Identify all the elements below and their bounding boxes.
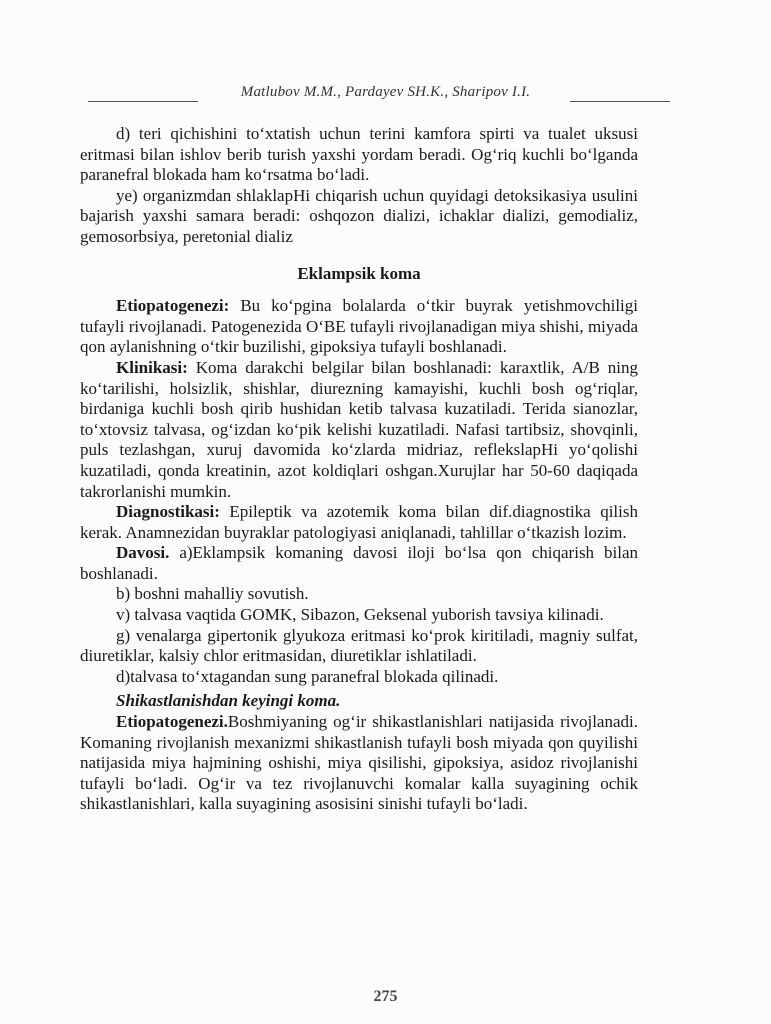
header-rule-left — [88, 101, 198, 102]
section-title-shikastlanish-koma: Shikastlanishdan keyingi koma. — [116, 691, 341, 711]
label-etiopatogenezi-2: Etiopatogenezi. — [116, 712, 228, 732]
label-diagnostikasi: Diagnostikasi: — [116, 502, 220, 522]
paragraph-klinikasi — [80, 358, 638, 502]
page-body — [80, 124, 638, 815]
text-etiopatogenezi-2: Boshmiyaning og‘ir shikastlanishlari natijasida rivojlanadi. Komaning rivojlanish mexanizmi shikastlanish tufayli bosh miyada qon quyilishi natijasida miya hajmining oshishi, miya qisilishi, gipoksiya, asidoz rivojlanishi tufayli bo‘ladi. Og‘ir va tez rivojlanuvchi komalar kalla suyagining ochik shikastlanishlari, kalla suyagining asosisini sinishi tufayli bo‘ladi. — [80, 712, 638, 814]
running-head: Matlubov M.M., Pardayev SH.K., Sharipov I.I. — [240, 84, 531, 100]
header-rule-right — [570, 101, 670, 102]
label-etiopatogenezi: Etiopatogenezi: — [116, 296, 230, 316]
paragraph-d: d) teri qichishini to‘xtatish uchun terini kamfora spirti va tualet uksusi eritmasi bilan ishlov berib turish yaxshi yordam beradi. Og‘riq kuchli bo‘lganda paranefral blokada ham ko‘rsatma bo‘ladi. — [80, 124, 638, 185]
text-diagnostikasi: Epileptik va azotemik koma bilan dif.diagnostika qilish kerak. Anamnezidan buyraklar patologiyasi aniqlanadi, tahlillar o‘tkazish lozim. — [80, 502, 638, 542]
list-item-v: v) talvasa vaqtida GOMK, Sibazon, Geksenal yuborish tavsiya kilinadi. — [116, 605, 604, 625]
section-title-eklampsik-koma: Eklampsik koma — [297, 263, 421, 283]
page-number: 275 — [373, 988, 398, 1005]
paragraph-davosi — [80, 543, 638, 584]
list-item-d: d)talvasa to‘xtagandan sung paranefral blokada qilinadi. — [116, 666, 499, 686]
paragraph-diagnostikasi — [80, 502, 638, 543]
label-davosi: Davosi. — [116, 543, 170, 563]
text-klinikasi: Koma darakchi belgilar bilan boshlanadi: karaxtlik, A/B ning ko‘tarilishi, holsizlik, shishlar, diurezning kamayishi, kuchli bosh og‘riqlar, birdaniga kuchli bosh qirib hushidan ketib talvasa kuzatiladi. Terida sianozlar, to‘xtovsiz talvasa, og‘izdan ko‘pik kelishi kuzatiladi. Nafasi tartibsiz, shovqinli, puls tezlashgan, xuruj davomida ko‘zlarda midriaz, reflekslapHi yo‘qolishi kuzatiladi, qonda kreatinin, azot koldiqlari oshgan.Xurujlar har 50-60 daqiqada takrorlanishi mumkin. — [80, 357, 638, 501]
label-klinikasi: Klinikasi: — [116, 357, 188, 377]
list-item-b: b) boshni mahalliy sovutish. — [116, 584, 309, 604]
list-item-g: g) venalarga gipertonik glyukoza eritmasi ko‘prok kiritiladi, magniy sulfat, diuretiklar, kalsiy chlor eritmasidan, diuretiklar ishlatiladi. — [80, 625, 638, 666]
paragraph-etiopatogenezi — [80, 296, 638, 358]
text-davosi: a)Eklampsik komaning davosi iloji bo‘lsa qon chiqarish bilan boshlanadi. — [80, 543, 638, 583]
paragraph-etiopatogenezi-2 — [80, 712, 638, 815]
paragraph-ye: ye) organizmdan shlaklapHi chiqarish uchun quyidagi detoksikasiya usulini bajarish yaxshi samara beradi: oshqozon dializi, ichaklar dializi, gemodializ, gemosorbsiya, peretonial dializ — [80, 185, 638, 246]
text-etiopatogenezi: Bu ko‘pgina bolalarda o‘tkir buyrak yetishmovchiligi tufayli rivojlanadi. Patogenezida O‘BE tufayli rivojlanadigan miya shishi, miyada qon aylanishning o‘tkir buzilishi, gipoksiya tufayli boshlanadi. — [80, 296, 638, 357]
